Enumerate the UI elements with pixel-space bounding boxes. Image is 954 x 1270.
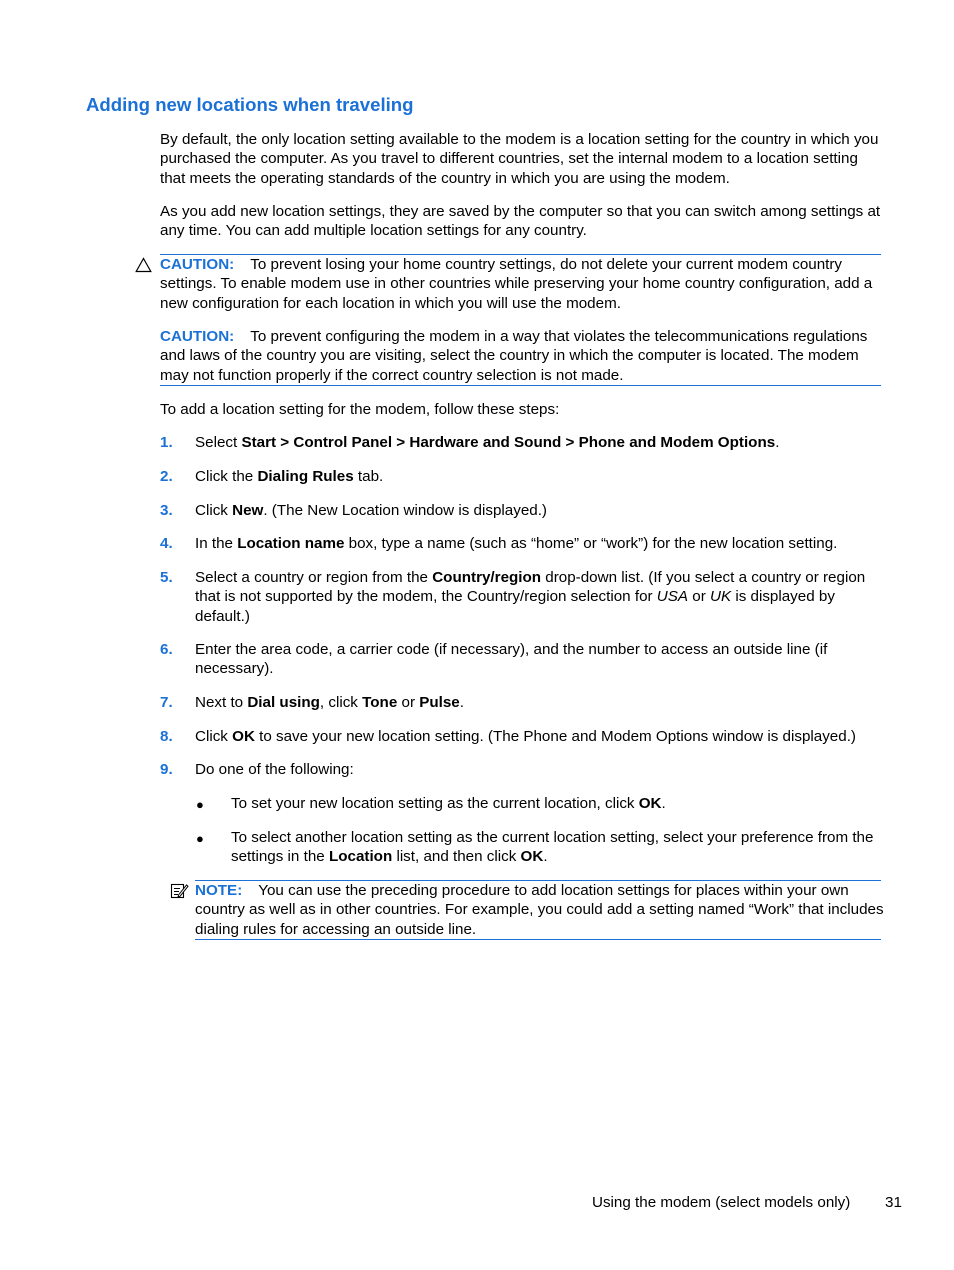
caution-2-label: CAUTION: [160, 328, 235, 345]
bullet-1: To set your new location setting as the current location, click OK. [231, 795, 666, 812]
note-text: You can use the preceding procedure to add location settings for places within your own country as well as in other countries. For example, you could add a setting named “Work” that includes dialing rules for accessing an outside line. [195, 882, 884, 938]
caution-2-text: To prevent configuring the modem in a way that violates the telecommunications regulations and laws of the country you are visiting, select the country in which the computer is located. The modem may not function properly if the correct country selection is not made. [160, 328, 868, 384]
step-6: Enter the area code, a carrier code (if necessary), and the number to access an outside line (if necessary). [195, 641, 828, 678]
note-label: NOTE: [195, 882, 243, 899]
step-number: 6. [160, 641, 173, 658]
note-bottom-rule [195, 939, 881, 940]
page-number: 31 [885, 1194, 902, 1211]
note [195, 881, 885, 939]
caution-1 [160, 255, 885, 313]
step-number: 7. [160, 694, 173, 711]
intro-paragraph-2: As you add new location settings, they are saved by the computer so that you can switch among settings at any time. You can add multiple location settings for any country. [160, 203, 881, 240]
step-number: 5. [160, 569, 173, 586]
step-5: Select a country or region from the Country/region drop-down list. (If you select a country or region that is not supported by the modem, the Country/region selection for USA or UK is displayed by default.) [195, 569, 866, 625]
step-number: 2. [160, 468, 173, 485]
step-number: 4. [160, 535, 173, 552]
caution-2 [160, 327, 885, 385]
bullet-mark: ● [196, 797, 204, 812]
step-1: Select Start > Control Panel > Hardware and Sound > Phone and Modem Options. [195, 434, 780, 451]
intro-paragraph-1: By default, the only location setting available to the modem is a location setting for the country in which you purchased the computer. As you travel to different countries, set the internal modem to a location setting that meets the operating standards of the country in which you are using the modem. [160, 131, 879, 187]
step-number: 1. [160, 434, 173, 451]
bullet-mark: ● [196, 831, 204, 846]
step-2: Click the Dialing Rules tab. [195, 468, 384, 485]
step-7: Next to Dial using, click Tone or Pulse. [195, 694, 464, 711]
caution-bottom-rule [160, 385, 881, 386]
step-3: Click New. (The New Location window is displayed.) [195, 502, 547, 519]
step-8: Click OK to save your new location setting. (The Phone and Modem Options window is displayed.) [195, 728, 856, 745]
bullet-2: To select another location setting as the current location setting, select your preference from the settings in the Location list, and then click OK. [231, 829, 874, 866]
step-9: Do one of the following: [195, 761, 354, 778]
section-title: Adding new locations when traveling [86, 94, 414, 115]
step-number: 3. [160, 502, 173, 519]
steps-intro: To add a location setting for the modem, follow these steps: [160, 401, 560, 418]
step-4: In the Location name box, type a name (such as “home” or “work”) for the new location setting. [195, 535, 838, 552]
caution-1-text: To prevent losing your home country settings, do not delete your current modem country settings. To enable modem use in other countries while preserving your home country configuration, add a new configuration for each location in which you will use the modem. [160, 256, 873, 312]
step-number: 8. [160, 728, 173, 745]
caution-triangle-icon [135, 257, 152, 273]
caution-1-label: CAUTION: [160, 256, 235, 273]
footer-title: Using the modem (select models only) [592, 1194, 851, 1211]
note-pencil-icon [170, 882, 189, 900]
step-number: 9. [160, 761, 173, 778]
